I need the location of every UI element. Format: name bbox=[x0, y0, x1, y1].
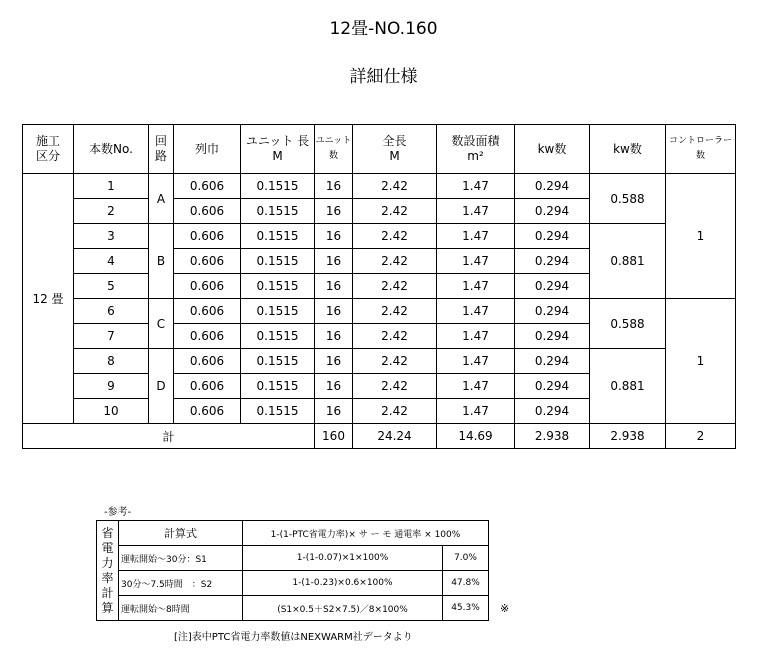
header-unit-count: ユニット 数 bbox=[315, 125, 353, 174]
row-area: 1.47 bbox=[437, 199, 515, 224]
controller-cell: 1 bbox=[666, 299, 736, 424]
total-controllers: 2 bbox=[666, 424, 736, 449]
row-kw: 0.294 bbox=[515, 199, 590, 224]
row-total-length: 2.42 bbox=[353, 349, 437, 374]
row-kw: 0.294 bbox=[515, 174, 590, 199]
row-total-length: 2.42 bbox=[353, 399, 437, 424]
row-unit-count: 16 bbox=[315, 224, 353, 249]
header-kw: kw数 bbox=[515, 125, 590, 174]
row-unit-length: 0.1515 bbox=[241, 324, 315, 349]
row-area: 1.47 bbox=[437, 324, 515, 349]
row-unit-length: 0.1515 bbox=[241, 399, 315, 424]
spec-table bbox=[22, 124, 736, 449]
header-circuit: 回 路 bbox=[149, 125, 174, 174]
row-total-length: 2.42 bbox=[353, 274, 437, 299]
row-width: 0.606 bbox=[174, 224, 241, 249]
header-kw-group: kw数 bbox=[590, 125, 666, 174]
table-row bbox=[23, 224, 736, 249]
row-kw: 0.294 bbox=[515, 274, 590, 299]
total-unit-count: 160 bbox=[315, 424, 353, 449]
ref-row-label: 運転開始～30分：S1 bbox=[119, 546, 243, 571]
row-unit-length: 0.1515 bbox=[241, 174, 315, 199]
row-no: 10 bbox=[74, 399, 149, 424]
row-no: 1 bbox=[74, 174, 149, 199]
ref-row-label: 運転開始～8時間 bbox=[119, 596, 243, 621]
row-width: 0.606 bbox=[174, 299, 241, 324]
row-unit-count: 16 bbox=[315, 374, 353, 399]
row-area: 1.47 bbox=[437, 174, 515, 199]
total-kw-group: 2.938 bbox=[590, 424, 666, 449]
circuit-cell: C bbox=[149, 299, 174, 349]
footnote: [注]表中PTC省電力率数値はNEXWARM社データより bbox=[174, 632, 413, 643]
row-no: 3 bbox=[74, 224, 149, 249]
row-kw: 0.294 bbox=[515, 399, 590, 424]
header-no: 本数No. bbox=[74, 125, 149, 174]
row-kw: 0.294 bbox=[515, 324, 590, 349]
table-row bbox=[23, 349, 736, 374]
row-width: 0.606 bbox=[174, 324, 241, 349]
circuit-kw-cell: 0.881 bbox=[590, 224, 666, 299]
reference-table bbox=[96, 520, 489, 621]
ref-row-formula: 1-(1-0.07)×1×100% bbox=[243, 546, 443, 571]
row-width: 0.606 bbox=[174, 249, 241, 274]
row-kw: 0.294 bbox=[515, 299, 590, 324]
row-unit-length: 0.1515 bbox=[241, 249, 315, 274]
row-unit-length: 0.1515 bbox=[241, 199, 315, 224]
row-no: 9 bbox=[74, 374, 149, 399]
header-section: 施工 区分 bbox=[23, 125, 74, 174]
reference-vertical-label: 省 電 力 率 計 算 bbox=[97, 521, 119, 621]
controller-cell: 1 bbox=[666, 174, 736, 299]
row-area: 1.47 bbox=[437, 374, 515, 399]
header-area: 数設面積 m² bbox=[437, 125, 515, 174]
total-label: 計 bbox=[23, 424, 315, 449]
row-unit-length: 0.1515 bbox=[241, 224, 315, 249]
ref-row-value: 47.8% bbox=[443, 571, 489, 596]
row-unit-count: 16 bbox=[315, 399, 353, 424]
row-area: 1.47 bbox=[437, 274, 515, 299]
row-no: 7 bbox=[74, 324, 149, 349]
row-total-length: 2.42 bbox=[353, 374, 437, 399]
formula-cell: 1-(1-PTC省電力率)× サ ー モ 通電率 × 100% bbox=[243, 521, 489, 546]
row-no: 6 bbox=[74, 299, 149, 324]
row-width: 0.606 bbox=[174, 274, 241, 299]
circuit-kw-cell: 0.588 bbox=[590, 299, 666, 349]
row-unit-count: 16 bbox=[315, 299, 353, 324]
row-total-length: 2.42 bbox=[353, 199, 437, 224]
section-cell: 12 畳 bbox=[23, 174, 74, 424]
row-total-length: 2.42 bbox=[353, 299, 437, 324]
row-width: 0.606 bbox=[174, 199, 241, 224]
circuit-kw-cell: 0.588 bbox=[590, 174, 666, 224]
row-unit-length: 0.1515 bbox=[241, 299, 315, 324]
row-unit-count: 16 bbox=[315, 199, 353, 224]
reference-label: -参考- bbox=[104, 507, 132, 518]
row-total-length: 2.42 bbox=[353, 249, 437, 274]
ref-row-label: 30分～7.5時間 ：S2 bbox=[119, 571, 243, 596]
row-width: 0.606 bbox=[174, 374, 241, 399]
formula-header: 計算式 bbox=[119, 521, 243, 546]
header-row bbox=[23, 125, 736, 174]
row-no: 5 bbox=[74, 274, 149, 299]
row-kw: 0.294 bbox=[515, 374, 590, 399]
note-mark: ※ bbox=[500, 602, 510, 615]
row-width: 0.606 bbox=[174, 174, 241, 199]
row-unit-count: 16 bbox=[315, 174, 353, 199]
row-unit-count: 16 bbox=[315, 349, 353, 374]
row-no: 4 bbox=[74, 249, 149, 274]
row-unit-count: 16 bbox=[315, 324, 353, 349]
ref-row-formula: 1-(1-0.23)×0.6×100% bbox=[243, 571, 443, 596]
row-kw: 0.294 bbox=[515, 249, 590, 274]
row-total-length: 2.42 bbox=[353, 324, 437, 349]
header-total-length: 全長 M bbox=[353, 125, 437, 174]
table-row bbox=[23, 299, 736, 324]
row-area: 1.47 bbox=[437, 224, 515, 249]
header-row-width: 列巾 bbox=[174, 125, 241, 174]
total-row bbox=[23, 424, 736, 449]
header-controller: コントローラー 数 bbox=[666, 125, 736, 174]
row-no: 8 bbox=[74, 349, 149, 374]
row-area: 1.47 bbox=[437, 349, 515, 374]
row-unit-length: 0.1515 bbox=[241, 374, 315, 399]
row-area: 1.47 bbox=[437, 399, 515, 424]
circuit-cell: B bbox=[149, 224, 174, 299]
total-area: 14.69 bbox=[437, 424, 515, 449]
circuit-cell: A bbox=[149, 174, 174, 224]
row-area: 1.47 bbox=[437, 249, 515, 274]
circuit-cell: D bbox=[149, 349, 174, 424]
ref-row-value: 45.3% bbox=[443, 596, 489, 621]
row-total-length: 2.42 bbox=[353, 224, 437, 249]
row-unit-length: 0.1515 bbox=[241, 274, 315, 299]
page-subtitle: 詳細仕様 bbox=[349, 67, 418, 87]
table-row bbox=[23, 174, 736, 199]
total-kw: 2.938 bbox=[515, 424, 590, 449]
row-kw: 0.294 bbox=[515, 349, 590, 374]
row-area: 1.47 bbox=[437, 299, 515, 324]
circuit-kw-cell: 0.881 bbox=[590, 349, 666, 424]
row-unit-count: 16 bbox=[315, 274, 353, 299]
row-total-length: 2.42 bbox=[353, 174, 437, 199]
ref-row-formula: (S1×0.5＋S2×7.5)／8×100% bbox=[243, 596, 443, 621]
row-width: 0.606 bbox=[174, 349, 241, 374]
row-unit-length: 0.1515 bbox=[241, 349, 315, 374]
row-kw: 0.294 bbox=[515, 224, 590, 249]
row-no: 2 bbox=[74, 199, 149, 224]
ref-row-value: 7.0% bbox=[443, 546, 489, 571]
header-unit-length: ユニット 長 M bbox=[241, 125, 315, 174]
row-unit-count: 16 bbox=[315, 249, 353, 274]
row-width: 0.606 bbox=[174, 399, 241, 424]
total-length: 24.24 bbox=[353, 424, 437, 449]
page-title: 12畳-NO.160 bbox=[329, 19, 438, 39]
